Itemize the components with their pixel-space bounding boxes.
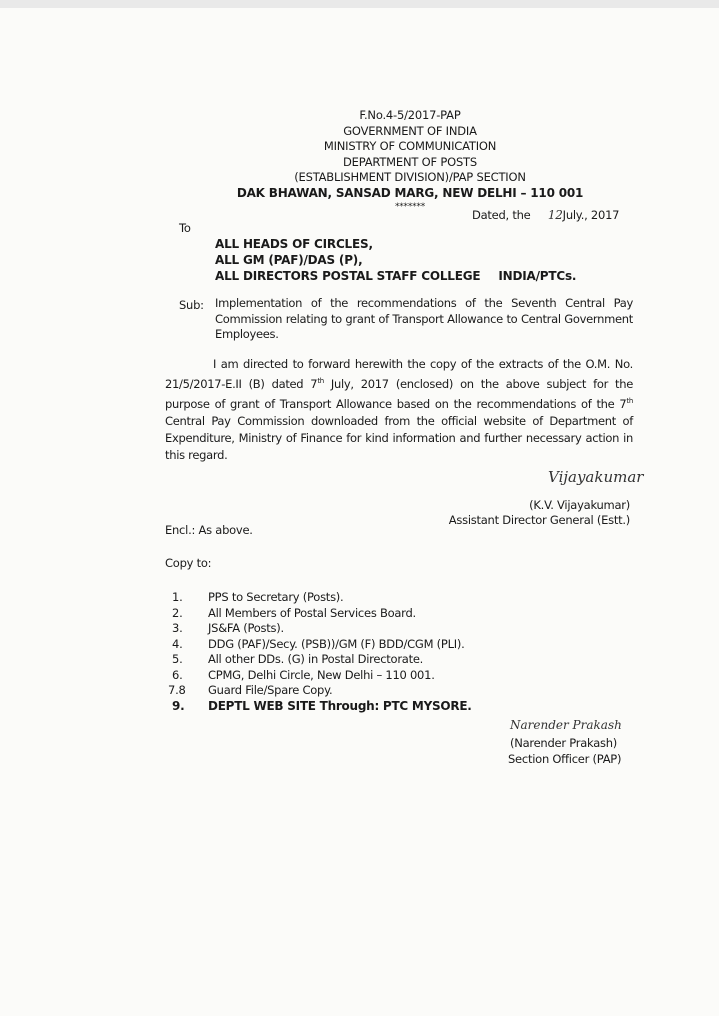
header-stars: ******* <box>394 201 426 212</box>
file-number: F.No.4-5/2017-PAP <box>359 108 461 122</box>
subject-label: Sub: <box>179 298 204 312</box>
recipient-suffix: INDIA/PTCs. <box>498 269 577 283</box>
date-value: July., 2017 <box>562 208 620 222</box>
date-line <box>472 208 619 222</box>
header-address: DAK BHAWAN, SANSAD MARG, NEW DELHI – 110 001 <box>236 185 584 200</box>
recipients <box>215 236 576 284</box>
recipient: ALL HEADS OF CIRCLES, <box>215 237 373 251</box>
list-item: 9. DEPTL WEB SITE Through: PTC MYSORE. <box>172 698 472 713</box>
header-line: DEPARTMENT OF POSTS <box>343 154 477 169</box>
header-line: MINISTRY OF COMMUNICATION <box>323 139 497 154</box>
signatory2-name: (Narender Prakash) <box>510 736 618 750</box>
enclosure: Encl.: As above. <box>165 523 253 537</box>
list-item: 5. All other DDs. (G) in Postal Directorate. <box>172 652 424 666</box>
list-item: 3. JS&FA (Posts). <box>172 621 284 635</box>
signature-vijayakumar: Vijayakumar <box>548 468 644 486</box>
body-paragraph: I am directed to forward herewith the copy of the extracts of the O.M. No. 21/5/2017-E.II (B) dated 7th July, 2017 (enclosed) on the above subject for the purpose of grant of Transport Allowance based on the recommendations of the 7th Central Pay Commission downloaded from the official website of Department of Expenditure, Ministry of Finance for kind information and further necessary action in this regard. <box>165 357 633 462</box>
signatory1-designation: Assistant Director General (Estt.) <box>448 513 630 527</box>
list-item: 6. CPMG, Delhi Circle, New Delhi – 110 001. <box>172 667 435 682</box>
list-item: 4. DDG (PAF)/Secy. (PSB))/GM (F) BDD/CGM (PLI). <box>172 636 465 651</box>
copy-to-label: Copy to: <box>165 556 212 570</box>
signature-narender-prakash: Narender Prakash <box>510 718 622 732</box>
date-day-handwritten: 12 <box>547 208 563 222</box>
date-label: Dated, the <box>472 208 531 222</box>
recipient: ALL DIRECTORS POSTAL STAFF COLLEGE INDIA/PTCs. <box>215 269 577 283</box>
subject-text: Implementation of the recommendations of the Seventh Central Pay Commission relating to grant of Transport Allowance to Central Government Employees. <box>215 296 633 341</box>
list-item: 7.8 Guard File/Spare Copy. <box>168 683 333 697</box>
list-item: 2. All Members of Postal Services Board. <box>172 605 416 620</box>
signatory1-name: (K.V. Vijayakumar) <box>529 498 630 512</box>
signatory2-designation: Section Officer (PAP) <box>508 752 622 766</box>
header-line: GOVERNMENT OF INDIA <box>343 123 477 138</box>
document-page <box>0 8 719 1016</box>
header-line: (ESTABLISHMENT DIVISION)/PAP SECTION <box>294 170 526 185</box>
copy-to-list <box>168 590 472 714</box>
list-item: 1. PPS to Secretary (Posts). <box>172 590 344 604</box>
to-label: To <box>179 221 191 235</box>
letter-header <box>160 108 660 212</box>
recipient: ALL GM (PAF)/DAS (P), <box>215 253 363 267</box>
